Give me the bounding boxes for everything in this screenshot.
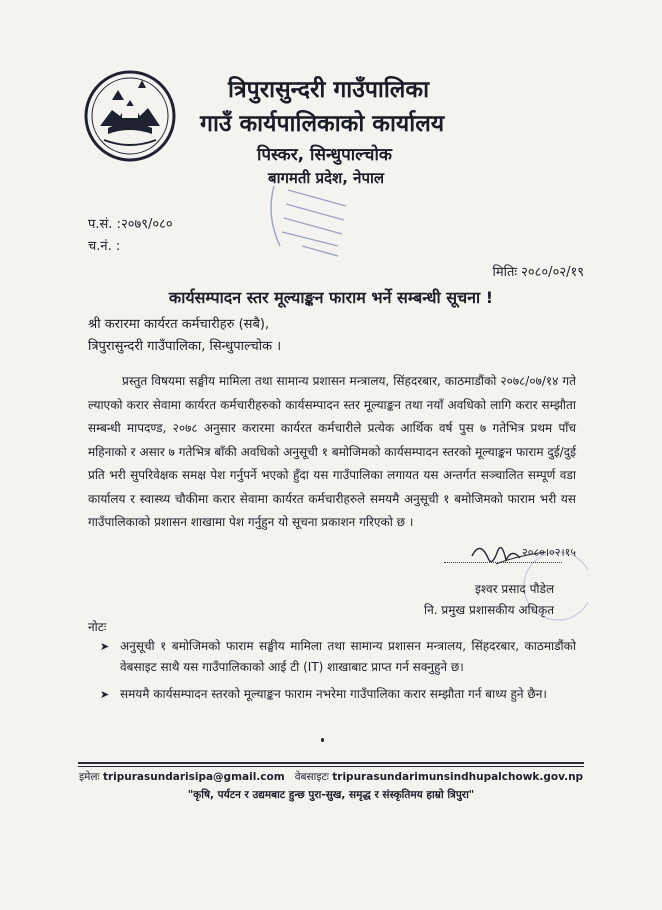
signatory-title: नि. प्रमुख प्रशासकीय अधिकृत bbox=[424, 603, 555, 617]
note-text: अनुसूची १ बमोजिमको फाराम सङ्घीय मामिला तथा सामान्य प्रशासन मन्त्रालय, सिंहदरबार, काठमाडौंको वेबसाइट साथै यस गाउँपालिकाको आई टी (IT) शाखाबाट प्राप्त गर्न सक्नुहुने छ। bbox=[120, 639, 576, 674]
letter-number: प.सं. :२०७९/०८० bbox=[88, 217, 173, 232]
footer-divider-thin bbox=[78, 766, 584, 767]
footer-motto: "कृषि, पर्यटन र उद्यमबाट हुन्छ पुरा-सुख, समृद्ध र संस्कृतिमय हाम्रो त्रिपुरा" bbox=[187, 789, 475, 801]
signatory-name: इश्वर प्रसाद पौडेल bbox=[475, 582, 555, 596]
office-location: पिस्कर, सिन्धुपाल्चोक bbox=[257, 145, 392, 165]
letter-date: मितिः २०८०/०२/१९ bbox=[492, 265, 584, 280]
office-province: बागमती प्रदेश, नेपाल bbox=[268, 169, 385, 187]
addressee-line-2: त्रिपुरासुन्दरी गाउँपालिका, सिन्धुपाल्चोक । bbox=[88, 339, 282, 354]
note-item bbox=[100, 636, 576, 678]
arrow-bullet-icon: ➤ bbox=[100, 688, 110, 701]
footer-contact bbox=[0, 770, 662, 784]
note-text: समयमै कार्यसम्पादन स्तरको मूल्याङ्कन फाराम नभरेमा गाउँपालिका करार सम्झौता गर्न बाध्य हुने छैन। bbox=[120, 687, 547, 701]
website-label: वेबसाइटः bbox=[294, 771, 329, 783]
website-link[interactable]: tripurasundarimunsindhupalchowk.gov.np bbox=[332, 771, 584, 783]
office-stamp-icon bbox=[258, 176, 376, 262]
notes-list bbox=[100, 636, 576, 711]
signature-line bbox=[444, 562, 562, 563]
email-link[interactable]: tripurasundarisipa@gmail.com bbox=[102, 771, 285, 783]
arrow-bullet-icon: ➤ bbox=[100, 640, 110, 653]
org-name: त्रिपुरासुन्दरी गाउँपालिका bbox=[228, 77, 430, 103]
notice-subject: कार्यसम्पादन स्तर मूल्याङ्कन फाराम भर्ने सम्बन्धी सूचना ! bbox=[168, 288, 494, 307]
footer-divider bbox=[78, 762, 584, 764]
nepal-emblem-icon bbox=[82, 66, 178, 162]
email-label: इमेलः bbox=[78, 771, 100, 783]
office-name: गाउँ कार्यपालिकाको कार्यालय bbox=[200, 111, 445, 137]
ink-dot bbox=[321, 738, 324, 742]
notice-body: प्रस्तुत विषयमा सङ्घीय मामिला तथा सामान्य प्रशासन मन्त्रालय, सिंहदरबार, काठमाडौंको २०७८/०७/१४ गते ल्याएको करार सेवामा कार्यरत कर्मचारीहरुको कार्यसम्पादन स्तर मूल्याङ्कन तथा नयाँ अवधिको लागि करार सम्झौता सम्बन्धी मापदण्ड, २०७८ अनुसार करारमा कार्यरत कर्मचारीले प्रत्येक आर्थिक वर्ष पुस ७ गतेभित्र प्रथम पाँच महिनाको र असार ७ गतेभित्र बाँकी अवधिको अनुसूची १ बमोजिमको कार्यसम्पादन स्तरको मूल्याङ्कन फाराम दुई/दुई प्रति भरी सुपरिवेक्षक समक्ष पेश गर्नुपर्ने भएको हुँदा यस गाउँपालिका लगायत यस अन्तर्गत सञ्चालित सम्पूर्ण वडा कार्यालय र स्वास्थ्य चौकीमा करार सेवामा कार्यरत कर्मचारीहरुले समयमै अनुसूची १ बमोजिमको फाराम भरी यस गाउँपालिकाको प्रशासन शाखामा पेश गर्नुहुन यो सूचना प्रकाशन गरिएको छ । bbox=[88, 374, 576, 529]
dispatch-number: च.नं. : bbox=[88, 239, 121, 254]
addressee-line-1: श्री करारमा कार्यरत कर्मचारीहरु (सबै), bbox=[88, 317, 270, 332]
note-item bbox=[100, 684, 576, 705]
notes-label: नोटः bbox=[88, 620, 107, 634]
svg-text:२०८०।०२।१५: २०८०।०२।१५ bbox=[522, 546, 577, 559]
